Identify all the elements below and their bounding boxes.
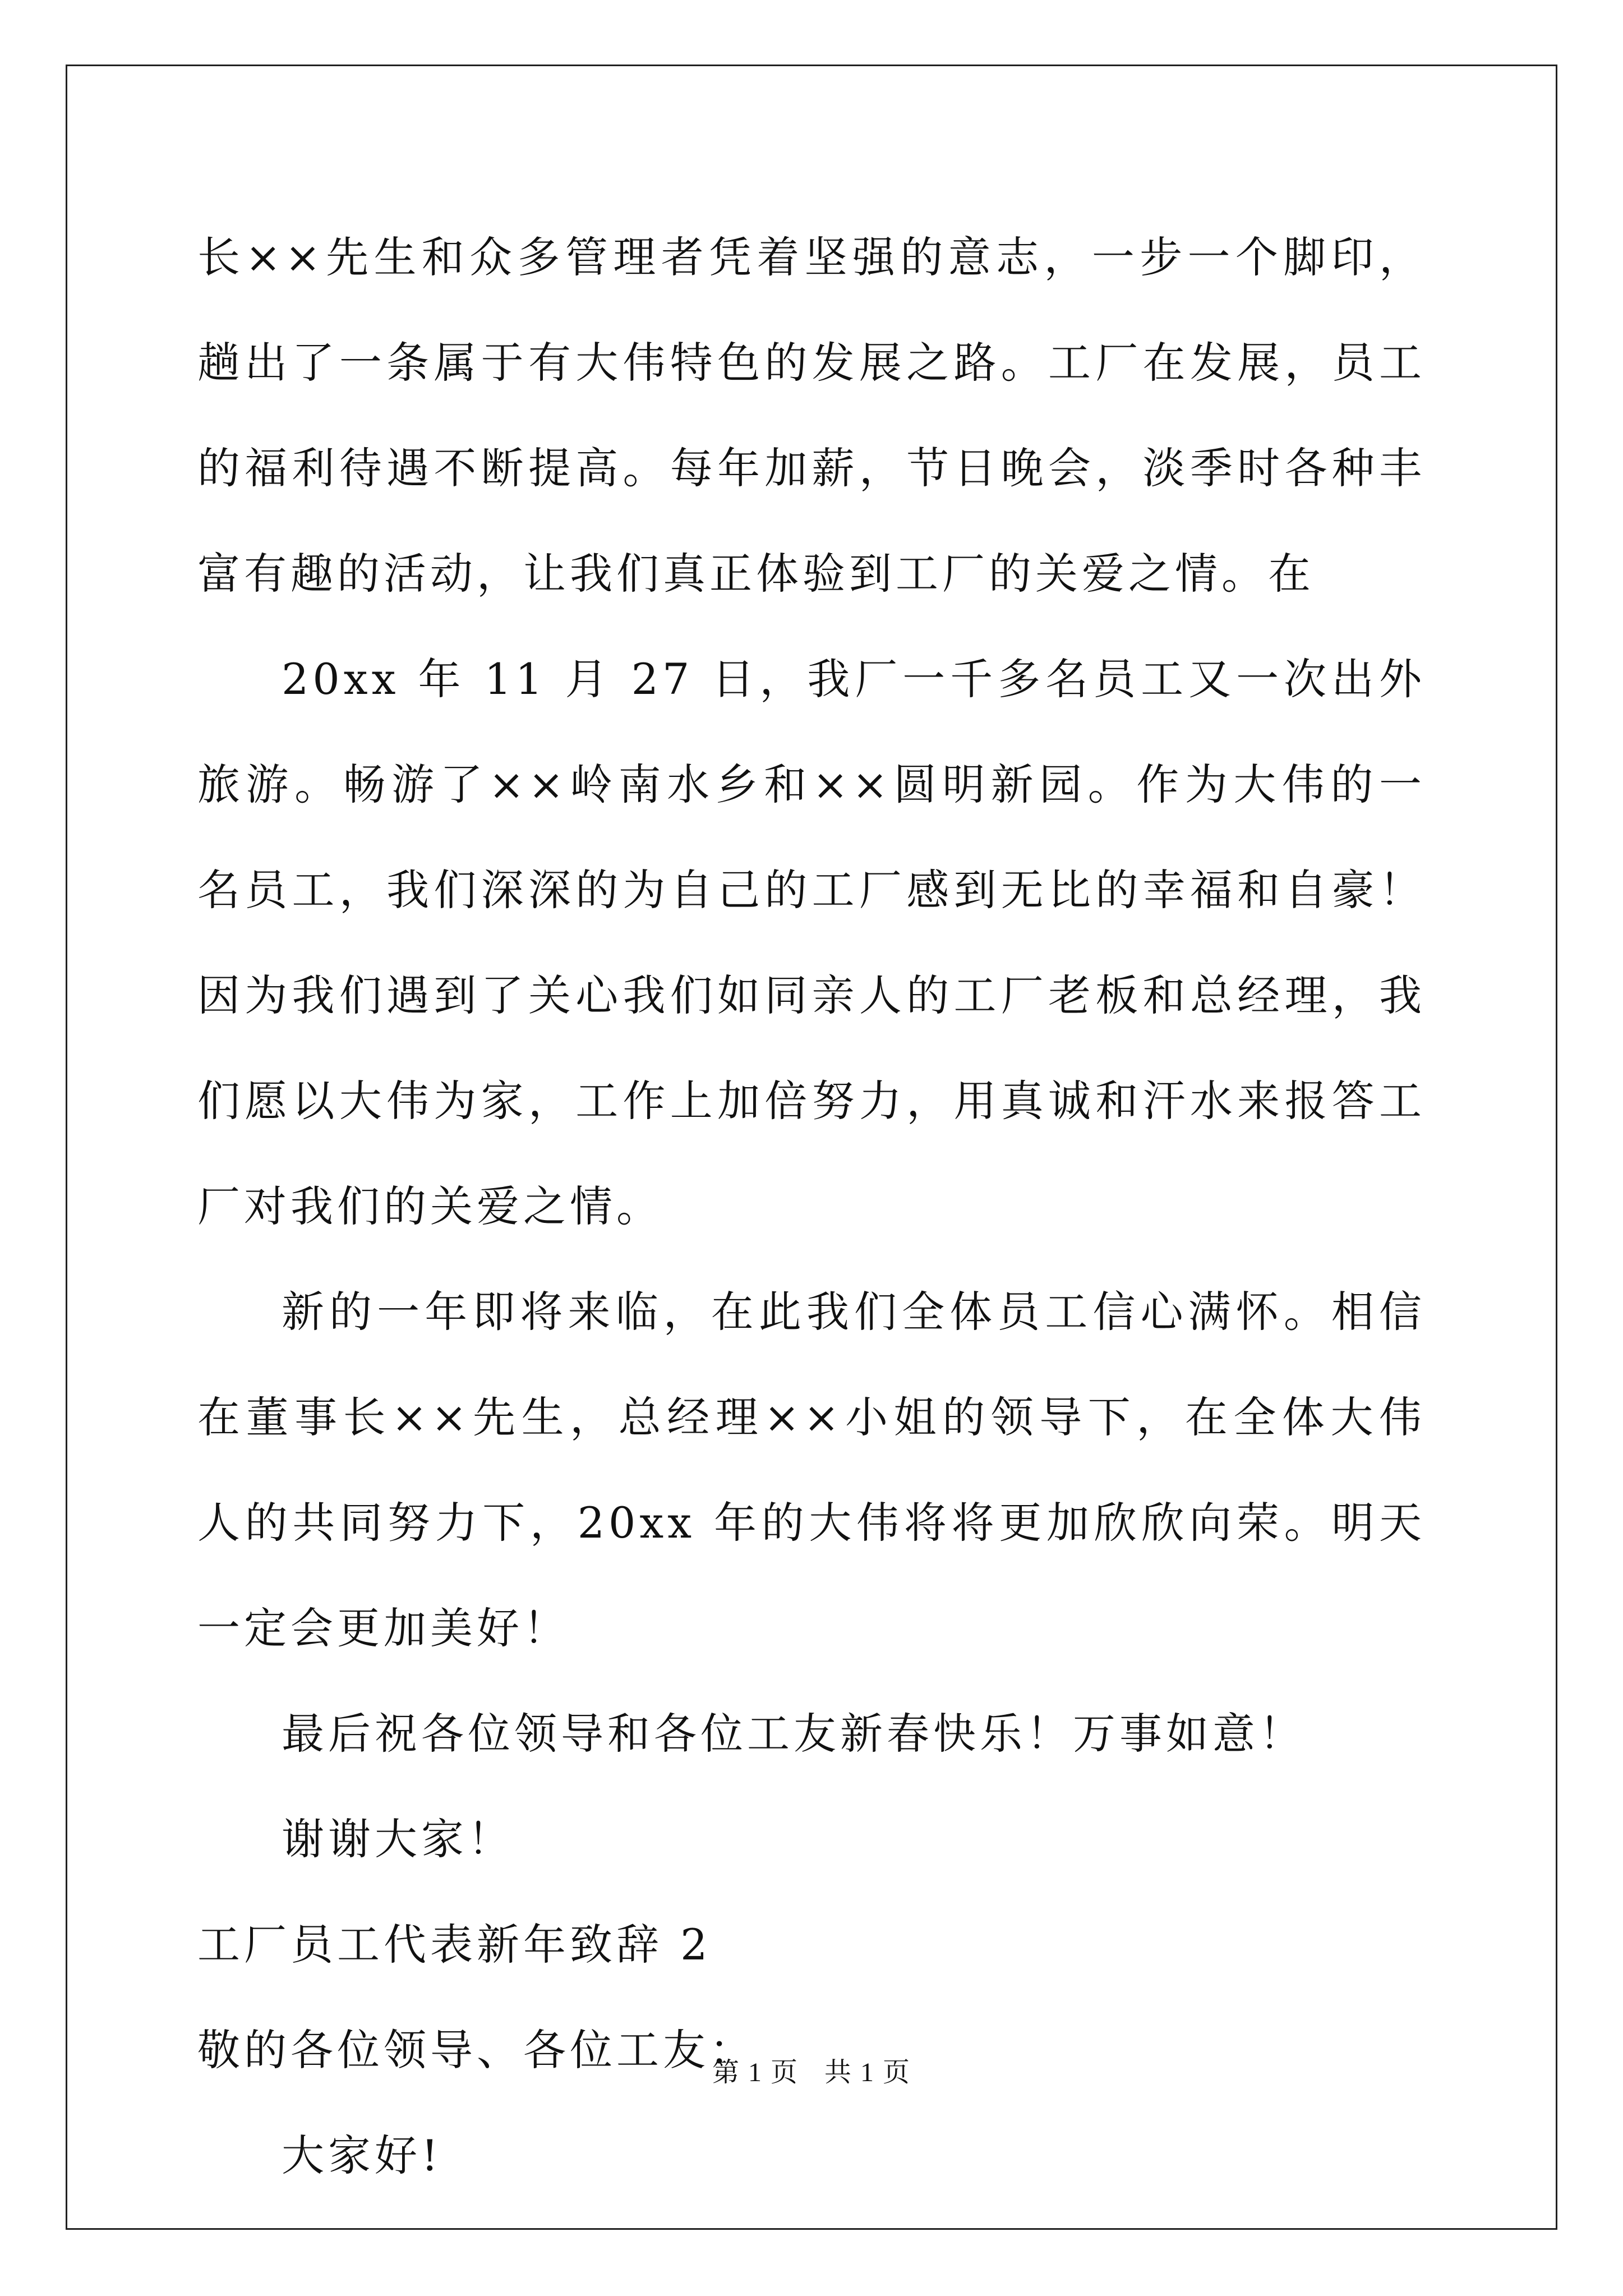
page-number: 第 1 页 [712,2058,799,2087]
paragraph-4: 最后祝各位领导和各位工友新春快乐！万事如意！ [282,1709,1306,1759]
page-footer [0,2050,1623,2089]
document-body [197,205,1426,2208]
paragraph-5: 谢谢大家！ [282,1814,514,1864]
salutation: 敬的各位领导、各位工友： [197,2025,756,2075]
paragraph-3: 新的一年即将来临，在此我们全体员工信心满怀。相信在董事长××先生，总经理××小姐的领导下，在全体大伟人的共同努力下，20xx 年的大伟将将更加欣欣向荣。明天一定会更加美好！ [197,1287,1426,1653]
section-heading: 工厂员工代表新年致辞 2 [197,1920,712,1970]
paragraph-1: 长××先生和众多管理者凭着坚强的意志，一步一个脚印，趟出了一条属于有大伟特色的发展之路。工厂在发展，员工的福利待遇不断提高。每年加薪，节日晚会，淡季时各种丰富有趣的活动，让我们真正体验到工厂的关爱之情。在 [197,232,1426,599]
paragraph-2: 20xx 年 11 月 27 日，我厂一千多名员工又一次出外旅游。畅游了××岭南水乡和××圆明新园。作为大伟的一名员工，我们深深的为自己的工厂感到无比的幸福和自豪！因为我们遇到了关心我们如同亲人的工厂老板和总经理，我们愿以大伟为家，工作上加倍努力，用真诚和汗水来报答工厂对我们的关爱之情。 [197,654,1426,1231]
greeting: 大家好! [282,2131,442,2180]
page-total: 共 1 页 [824,2058,911,2087]
